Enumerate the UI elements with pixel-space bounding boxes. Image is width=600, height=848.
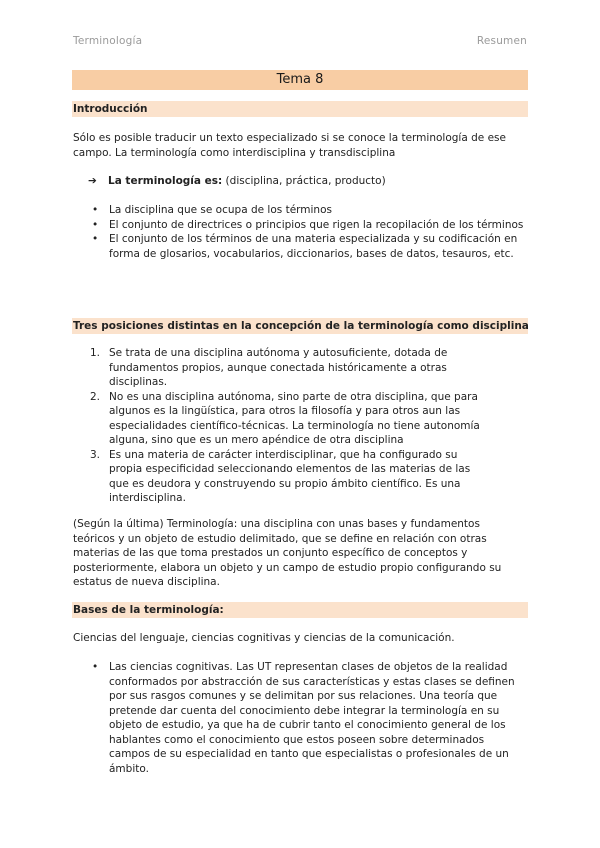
section-heading-positions: Tres posiciones distintas en la concepción de la terminología como disciplina: [73, 320, 529, 332]
terminology-definition-values: (disciplina, práctica, producto): [222, 175, 386, 187]
header-doc-type: Resumen: [476, 35, 527, 47]
bases-bullet-list: [90, 660, 520, 776]
section-heading-intro: Introducción: [72, 101, 528, 117]
list-item: 1. Se trata de una disciplina autónoma y autosuficiente, dotada de fundamentos propios, aunque conectada históricamente a otras disciplinas.: [90, 347, 448, 388]
header-course-name: Terminología: [73, 35, 143, 47]
list-item: • El conjunto de los términos de una materia especializada y su codificación en forma de glosarios, vocabularios, diccionarios, bases de datos, tesauros, etc.: [90, 232, 528, 261]
list-item: • La disciplina que se ocupa de los términos: [90, 203, 528, 218]
arrow-right-icon: ➔: [88, 175, 97, 187]
intro-paragraph: Sólo es posible traducir un texto especializado si se conoce la terminología de ese campo. La terminología como interdisciplina y transdisciplina: [73, 132, 506, 159]
positions-numbered-list: [90, 346, 490, 506]
list-item: 2. No es una disciplina autónoma, sino parte de otra disciplina, que para algunos es la lingüística, para otros la filosofía y para otros aun las especialidades científico-técnicas. La terminología no tiene autonomía alguna, sino que es un mero apéndice de otra disciplina: [90, 390, 480, 446]
list-item: • El conjunto de directrices o principios que rigen la recopilación de los términos: [90, 218, 528, 233]
terminology-definition-line: [88, 174, 386, 189]
bases-paragraph: Ciencias del lenguaje, ciencias cognitivas y ciencias de la comunicación.: [73, 632, 455, 644]
terminology-definition-label: La terminología es:: [108, 175, 223, 187]
list-item: • Las ciencias cognitivas. Las UT representan clases de objetos de la realidad conformados por abstracción de sus características y estas clases se definen por sus rasgos comunes y se delimitan por sus relaciones. Una teoría que pretende dar cuenta del conocimiento debe integrar la terminología en su objeto de estudio, ya que ha de cubrir tanto el conocimiento general de los hablantes como el conocimiento que estos poseen sobre determinados campos de su especialidad en tanto que especialistas o profesionales de un ámbito.: [90, 660, 520, 776]
positions-paragraph: (Según la última) Terminología: una disciplina con unas bases y fundamentos teóricos y un objeto de estudio delimitado, que se define en relación con otras materias de las que toma prestados un conjunto específico de conceptos y posteriormente, elabora un objeto y un campo de estudio propio configurando su estatus de nueva disciplina.: [73, 518, 502, 588]
section-heading-bases: Bases de la terminología:: [72, 602, 528, 618]
list-item: 3. Es una materia de carácter interdisciplinar, que ha configurado su propia especificidad seleccionando elementos de las materias de las que es deudora y construyendo su propio ámbito científico. Es una interdisciplina.: [90, 448, 471, 504]
page-title: Tema 8: [72, 70, 528, 90]
intro-bullet-list: [90, 203, 528, 261]
